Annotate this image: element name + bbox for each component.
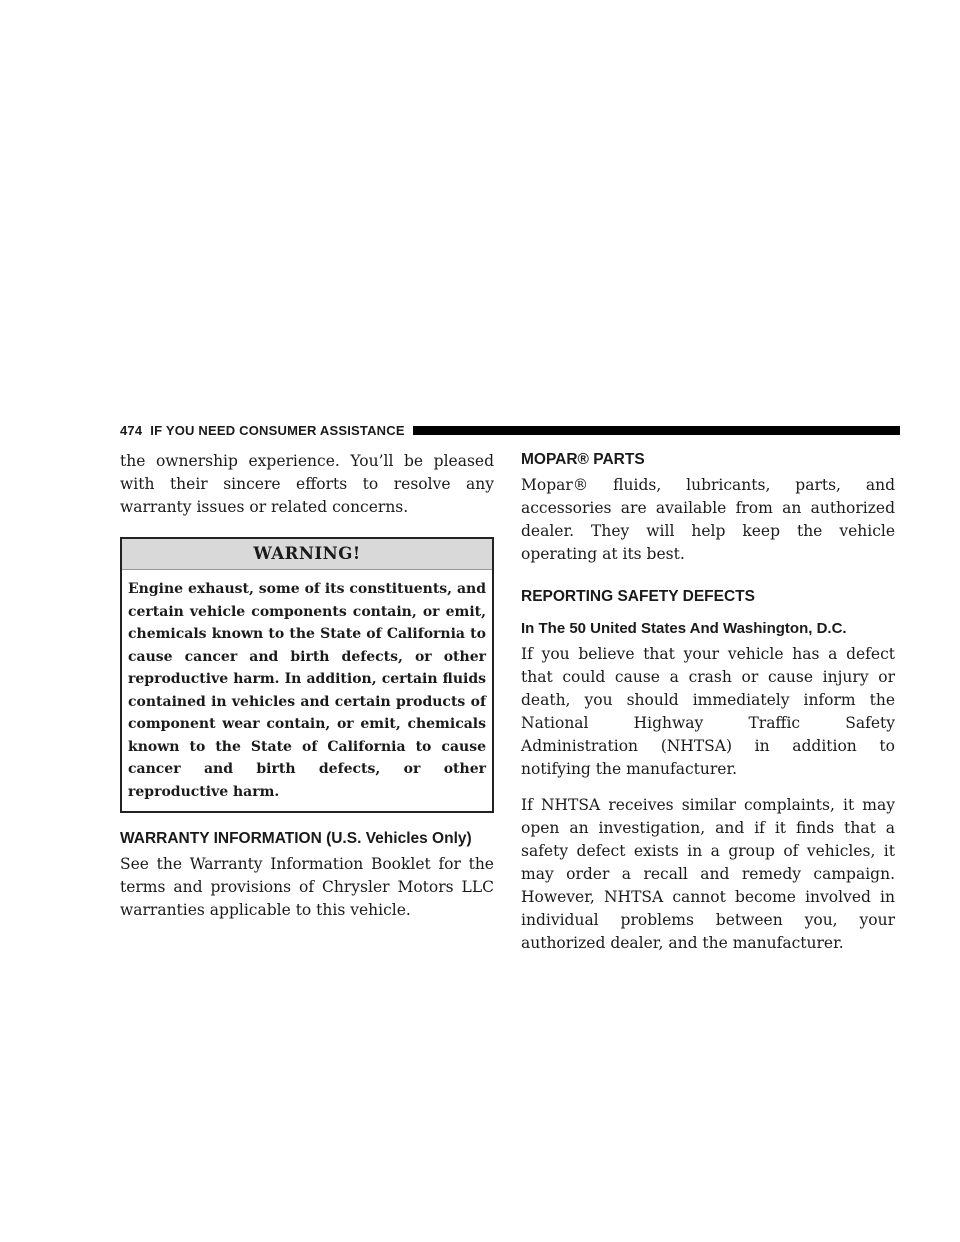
section-title: IF YOU NEED CONSUMER ASSISTANCE — [150, 422, 405, 438]
intro-paragraph: the ownership experience. You’ll be pleased with their sincere efforts to resolve any warranty issues or related concerns. — [120, 452, 494, 516]
page-number: 474 — [120, 422, 143, 438]
warning-title: WARNING! — [122, 539, 492, 570]
header-rule — [413, 426, 900, 435]
warning-text: Engine exhaust, some of its constituents, and certain vehicle components contain, or emit, chemicals known to the State of California to cause cancer and birth defects, or other reproductive harm. In addition, certain fluids contained in vehicles and certain products of component wear contain, or emit, chemicals known to the State of California to cause cancer and birth defects, or other reproductive harm. — [128, 581, 486, 800]
warranty-heading: WARRANTY INFORMATION (U.S. Vehicles Only) — [120, 830, 472, 847]
warning-box — [120, 537, 494, 813]
right-column — [521, 450, 895, 968]
warranty-paragraph: See the Warranty Information Booklet for the terms and provisions of Chrysler Motors LLC warranties applicable to this vehicle. — [120, 855, 494, 919]
safety-paragraph-2: If NHTSA receives similar complaints, it may open an investigation, and if it finds that a safety defect exists in a group of vehicles, it may order a recall and remedy campaign. However, NHTSA cannot become involved in individual problems between you, your authorized dealer, and the manufacturer. — [521, 796, 895, 952]
mopar-heading: MOPAR® PARTS — [521, 451, 645, 468]
us-subheading: In The 50 United States And Washington, D.C. — [521, 620, 847, 637]
safety-paragraph-1: If you believe that your vehicle has a defect that could cause a crash or cause injury or death, you should immediately inform the National Highway Traffic Safety Administration (NHTSA) in addition to notifying the manufacturer. — [521, 645, 895, 778]
page-header — [120, 422, 900, 438]
safety-heading: REPORTING SAFETY DEFECTS — [521, 588, 755, 605]
left-column — [120, 450, 494, 935]
mopar-paragraph: Mopar® fluids, lubricants, parts, and accessories are available from an authorized dealer. They will help keep the vehicle operating at its best. — [521, 476, 895, 563]
